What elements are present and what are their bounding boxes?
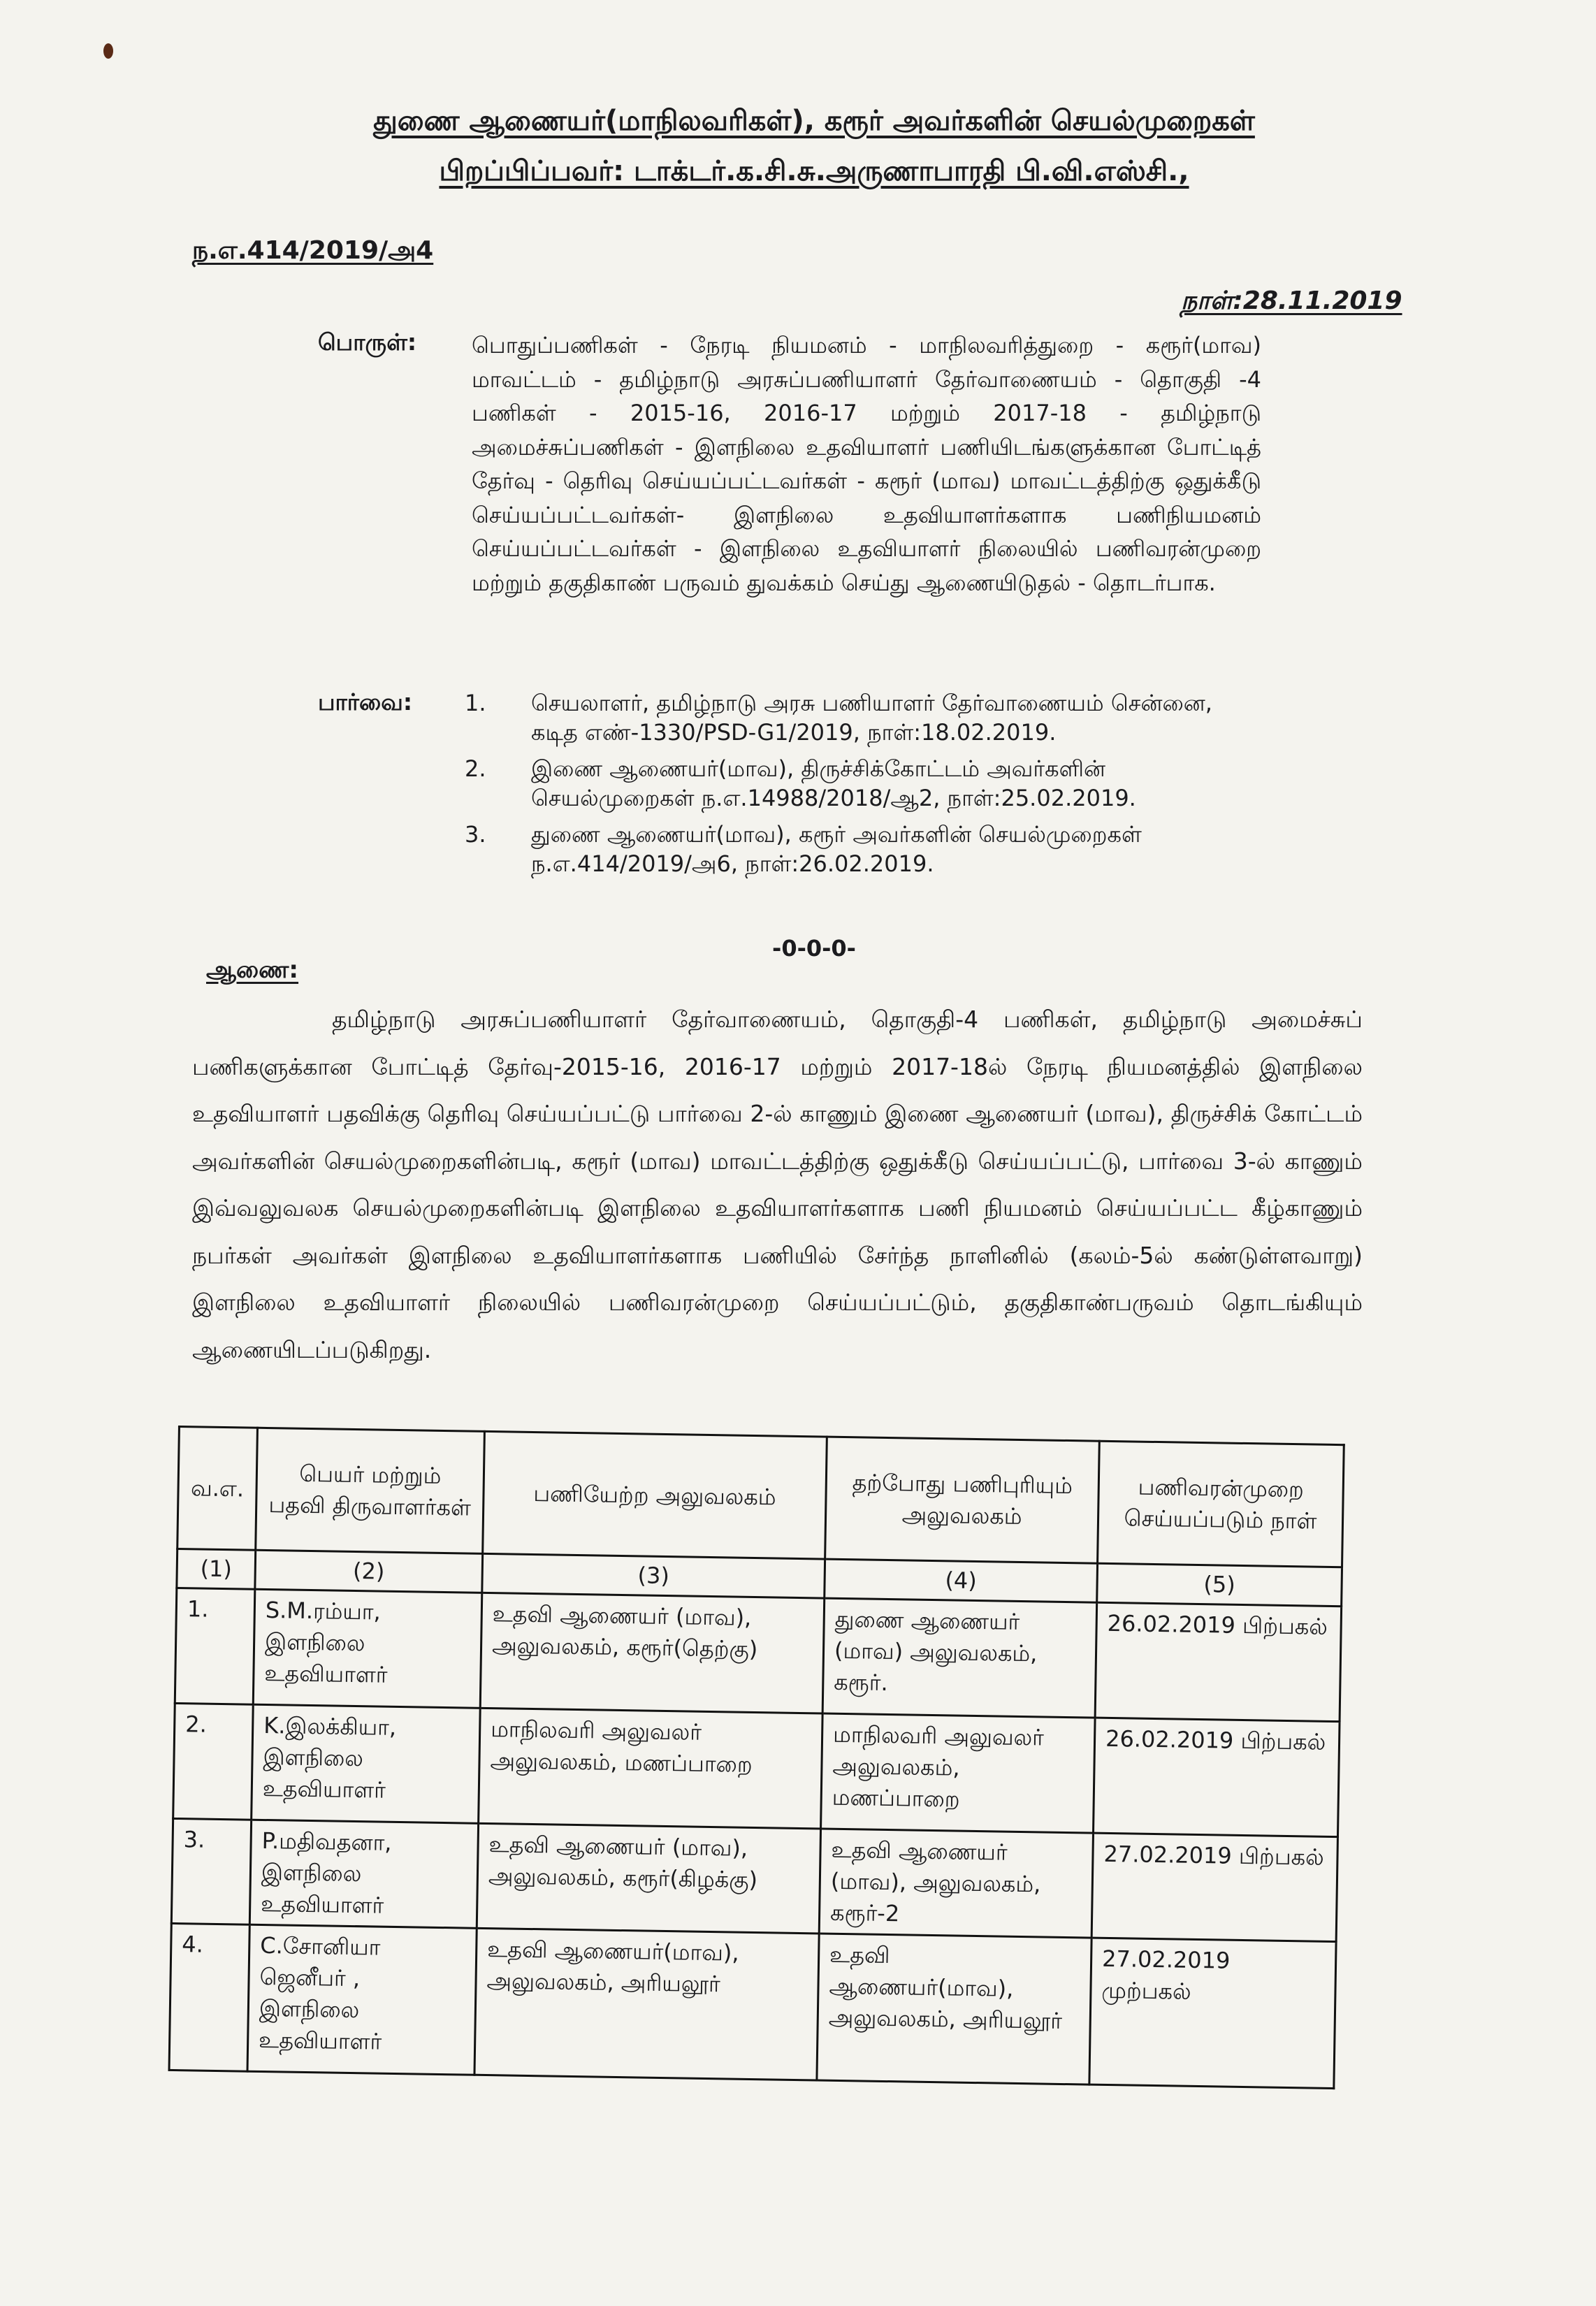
- references-list: [465, 688, 1261, 885]
- name-cell: K.இலக்கியா, இளநிலை உதவியாளர்: [252, 1704, 481, 1823]
- reference-number-label: 1.: [465, 690, 486, 716]
- column-header-serial: வ.எ.: [177, 1427, 258, 1551]
- column-number: (5): [1097, 1563, 1342, 1606]
- column-number: (4): [825, 1559, 1098, 1602]
- issuer-line: பிறப்பிப்பவர்: டாக்டர்.க.சி.சு.அருணாபாரதி பி.வி.எஸ்சி.,: [439, 155, 1189, 187]
- reference-text: துணை ஆணையர்(மாவ), கரூர் அவர்களின் செயல்முறைகள் ந.எ.414/2019/அ6, நாள்:26.02.2019.: [531, 821, 1142, 877]
- joined-office-cell: மாநிலவரி அலுவலர் அலுவலகம், மணப்பாறை: [479, 1708, 823, 1829]
- subject-text: பொதுப்பணிகள் - நேரடி நியமனம் - மாநிலவரித்துறை - கரூர்(மாவ) மாவட்டம் - தமிழ்நாடு அரசுப்பணியாளர் தேர்வாணையம் - தொகுதி -4 பணிகள் - 2015-16, 2016-17 மற்றும் 2017-18 - தமிழ்நாடு அமைச்சுப்பணிகள் - இளநிலை உதவியாளர் பணியிடங்களுக்கான போட்டித் தேர்வு - தெரிவு செய்யப்பட்டவர்கள் - கரூர் (மாவ) மாவட்டத்திற்கு ஒதுக்கீடு செய்யப்பட்டவர்கள்- இளநிலை உதவியாளர்களாக பணிநியமனம் செய்யப்பட்டவர்கள் - இளநிலை உதவியாளர் நிலையில் பணிவரன்முறை மற்றும் தகுதிகாண் பருவம் துவக்கம் செய்து ஆணையிடுதல் - தொடர்பாக.: [472, 332, 1261, 596]
- column-header-current-office: தற்போது பணிபுரியும் அலுவலகம்: [825, 1437, 1100, 1563]
- reference-text: இணை ஆணையர்(மாவ), திருச்சிக்கோட்டம் அவர்களின் செயல்முறைகள் ந.எ.14988/2018/ஆ2, நாள்:25.02.2019.: [531, 755, 1136, 811]
- date-cell: 27.02.2019 முற்பகல்: [1089, 1938, 1336, 2088]
- reference-text: செயலாளர், தமிழ்நாடு அரசு பணியாளர் தேர்வாணையம் சென்னை, கடித எண்-1330/PSD-G1/2019, நாள்:18.02.2019.: [531, 690, 1212, 746]
- table-row: [175, 1588, 1341, 1721]
- serial-cell: 3.: [171, 1818, 251, 1924]
- table-row: [171, 1818, 1337, 1941]
- appointees-table-wrapper: [168, 1426, 1344, 2089]
- current-office-cell: துணை ஆணையர் (மாவ) அலுவலகம், கரூர்.: [822, 1598, 1097, 1718]
- ink-speck: [103, 43, 113, 59]
- reference-item: [465, 688, 1261, 747]
- column-number: (1): [177, 1549, 256, 1590]
- date-cell: 26.02.2019 பிற்பகல்: [1095, 1602, 1342, 1721]
- date-cell: 27.02.2019 பிற்பகல்: [1091, 1833, 1337, 1941]
- reference-item: [465, 754, 1261, 813]
- reference-number: ந.எ.414/2019/அ4: [192, 236, 434, 265]
- current-office-cell: உதவி ஆணையர் (மாவ), அலுவலகம், கரூர்-2: [819, 1829, 1093, 1938]
- name-cell: P.மதிவதனா, இளநிலை உதவியாளர்: [249, 1820, 478, 1928]
- column-header-name: பெயர் மற்றும் பதவி திருவாளர்கள்: [256, 1428, 485, 1553]
- joined-office-cell: உதவி ஆணையர்(மாவ), அலுவலகம், அரியலூர்: [474, 1928, 819, 2080]
- order-label: ஆணை:: [206, 956, 299, 984]
- name-cell: S.M.ரம்யா, இளநிலை உதவியாளர்: [253, 1589, 482, 1708]
- joined-office-cell: உதவி ஆணையர் (மாவ), அலுவலகம், கரூர்(கிழக்கு): [477, 1823, 820, 1934]
- subject-label: பொருள்:: [318, 328, 417, 356]
- column-number: (3): [482, 1553, 825, 1598]
- table-row: [169, 1923, 1336, 2088]
- appointees-table: [168, 1426, 1344, 2089]
- office-heading: துணை ஆணையர்(மாநிலவரிகள்), கரூர் அவர்களின் செயல்முறைகள்: [373, 105, 1255, 137]
- table-row: [173, 1703, 1340, 1836]
- table-header-row: [177, 1427, 1344, 1567]
- reference-item: [465, 820, 1261, 878]
- current-office-cell: மாநிலவரி அலுவலர் அலுவலகம், மணப்பாறை: [821, 1713, 1096, 1833]
- name-cell: C.சோனியா ஜெனீபர் , இளநிலை உதவியாளர்: [247, 1924, 477, 2075]
- order-body: தமிழ்நாடு அரசுப்பணியாளர் தேர்வாணையம், தொகுதி-4 பணிகள், தமிழ்நாடு அமைச்சுப் பணிகளுக்கான போட்டித் தேர்வு-2015-16, 2016-17 மற்றும் 2017-18ல் நேரடி நியமனத்தில் இளநிலை உதவியாளர் பதவிக்கு தெரிவு செய்யப்பட்டு பார்வை 2-ல் காணும் இணை ஆணையர் (மாவ), திருச்சிக் கோட்டம் அவர்களின் செயல்முறைகளின்படி, கரூர் (மாவ) மாவட்டத்திற்கு ஒதுக்கீடு செய்யப்பட்டு, பார்வை 3-ல் காணும் இவ்வலுவலக செயல்முறைகளின்படி இளநிலை உதவியாளர்களாக பணி நியமனம் செய்யப்பட்ட கீழ்காணும் நபர்கள் அவர்கள் இளநிலை உதவியாளர்களாக பணியில் சேர்ந்த நாளினில் (கலம்-5ல் கண்டுள்ளவாறு) இளநிலை உதவியாளர் நிலையில் பணிவரன்முறை செய்யப்பட்டும், தகுதிகாண்பருவம் தொடங்கியும் ஆணையிடப்படுகிறது.: [192, 1006, 1363, 1363]
- column-header-regularisation-date: பணிவரன்முறை செய்யப்படும் நாள்: [1098, 1441, 1344, 1567]
- date-cell: 26.02.2019 பிற்பகல்: [1094, 1718, 1340, 1836]
- column-header-joined-office: பணியேற்ற அலுவலகம்: [483, 1431, 827, 1559]
- serial-cell: 4.: [169, 1923, 249, 2071]
- joined-office-cell: உதவி ஆணையர் (மாவ), அலுவலகம், கரூர்(தெற்கு): [480, 1593, 825, 1713]
- reference-number-label: 2.: [465, 755, 486, 782]
- current-office-cell: உதவி ஆணையர்(மாவ), அலுவலகம், அரியலூர்: [817, 1934, 1091, 2084]
- column-number: (2): [255, 1550, 483, 1593]
- order-date: நாள்:28.11.2019: [1181, 287, 1402, 315]
- serial-cell: 2.: [173, 1703, 254, 1820]
- section-separator: -0-0-0-: [772, 935, 856, 962]
- references-label: பார்வை:: [318, 688, 413, 716]
- reference-number-label: 3.: [465, 821, 486, 848]
- serial-cell: 1.: [175, 1588, 255, 1704]
